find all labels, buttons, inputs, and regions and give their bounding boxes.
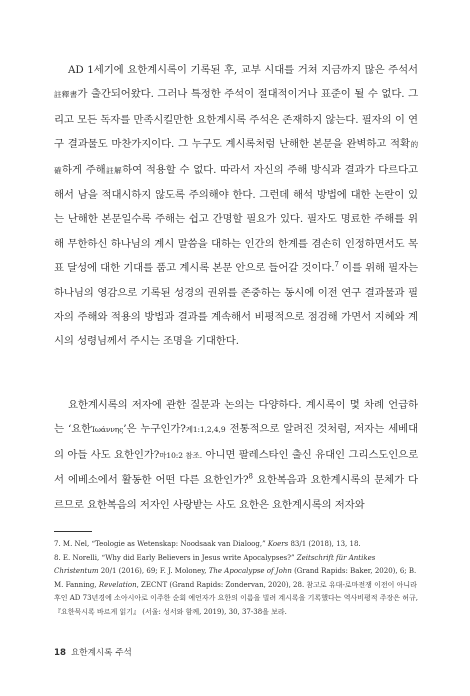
text-run: AD 1세기에 요한계시록이 기록된 후, 교부 시대를 거쳐 지금까지 많은 주석서 (68, 64, 418, 76)
journal-title: Zeitschrift für Antikes Christentum (54, 553, 376, 575)
text-run: 83/1 (2018), 13, 18. (288, 540, 361, 548)
text-run: , ZECNT (Grand Rapids: Zondervan, 2020), 28. 참고로 유대-로마전쟁 이전이 아니라 후인 AD 73년경에 소아시아로 이주한 순회 예언자가 요한의 이름을 빌려 계시록을 기록했다는 역사비평적 주장은 허규, 『요한묵시록 바르게 읽기』 (서울: 성서와 함께, 2019), 30, 37-38을 보라. (54, 580, 419, 616)
text-run: 8. E. Norelli, “Why did Early Believers in Jesus write Apocalypses?” (54, 553, 297, 562)
text-run: (Grand Rapids: Baker, 2020), 6; B. M. Fanning, (54, 567, 417, 589)
book-title: The Apocalypse of John (208, 567, 292, 575)
footnotes (54, 538, 418, 619)
text-run: 아니면 팔레스타인 출신 유대인 그리스도인으로서 에베소에서 활동한 어떤 다른 요한인가? (54, 448, 419, 487)
scripture-reference: 마10:2 참조. (159, 450, 202, 460)
text-run: 이를 위해 필자는 하나님의 영감으로 기록된 성경의 권위를 존중하는 동시에 이전 연구 결과물과 필자의 주해와 적용의 방법과 결과를 계속해서 비평적으로 점검해 가면서 지혜와 계시의 성령님께서 주시는 조명을 기대한다. (54, 262, 418, 348)
text-run: 전통적으로 알려진 것처럼, 저자는 세베대의 아들 사도 요한인가? (54, 423, 419, 461)
hanja-gloss: 註釋書 (54, 90, 78, 100)
footnote-divider (54, 531, 92, 532)
page-footer (54, 646, 132, 658)
body-paragraph (54, 58, 418, 354)
page-number: 18 (54, 648, 66, 658)
hanja-gloss: 的確 (54, 140, 418, 175)
text-run: ’은 누구인가? (123, 423, 186, 436)
footnote-7 (54, 538, 418, 552)
greek-gloss: Ἰωάννης (91, 425, 124, 435)
text-run: 요한계시록의 저자에 관한 질문과 논의는 다양하다. 계시록이 몇 차례 언급하는 ‘요한 (54, 399, 418, 436)
hanja-gloss: 註解 (105, 165, 123, 175)
book-title: Revelation (98, 580, 137, 589)
footnote-ref: 7 (334, 260, 339, 269)
text-run: 하여 적용할 수 없다. 따라서 자신의 주해 방식과 결과가 다르다고 해서 남을 적대시하지 않도록 주의해야 한다. 그런데 해석 방법에 대한 논란이 있는 난해한 본문일수록 주해는 쉽고 간명할 필요가 있다. 필자도 명료한 주해를 위해 무한하신 하나님의 계시 말씀을 대하는 인간의 한계를 겸손히 인정하면서도 목표 달성에 대한 기대를 품고 계시록 본문 안으로 들어갈 것이다. (54, 163, 418, 275)
scripture-reference: 계1:1,2,4,9 (185, 425, 226, 435)
text-run: 가 출간되어왔다. 그러나 특정한 주석이 절대적이거나 표준이 될 수 없다. 그리고 모든 독자를 만족시킬만한 요한계시록 주석은 존재하지 않는다. 필자의 이 연구 결과물도 마찬가지이다. 그 누구도 계시록처럼 난해한 본문을 완벽하고 적확 (54, 88, 419, 151)
text-run: 요한복음과 요한계시록의 문체가 다르므로 요한복음의 저자인 사랑받는 사도 요한은 요한계시록의 저자와 (54, 474, 418, 511)
footnote-8 (54, 552, 418, 620)
footnote-ref: 8 (248, 472, 253, 481)
running-head: 요한계시록 주석 (70, 648, 132, 658)
text-run: 하게 주해 (62, 163, 106, 176)
text-run: 7. M. Nel, “Teologie as Wetenskap: Noodsaak van Dialoog,” (54, 540, 268, 548)
journal-title: Koers (267, 540, 289, 548)
body-paragraph (54, 393, 418, 517)
text-run: 20/1 (2016), 69; F. J. Moloney, (98, 567, 209, 575)
